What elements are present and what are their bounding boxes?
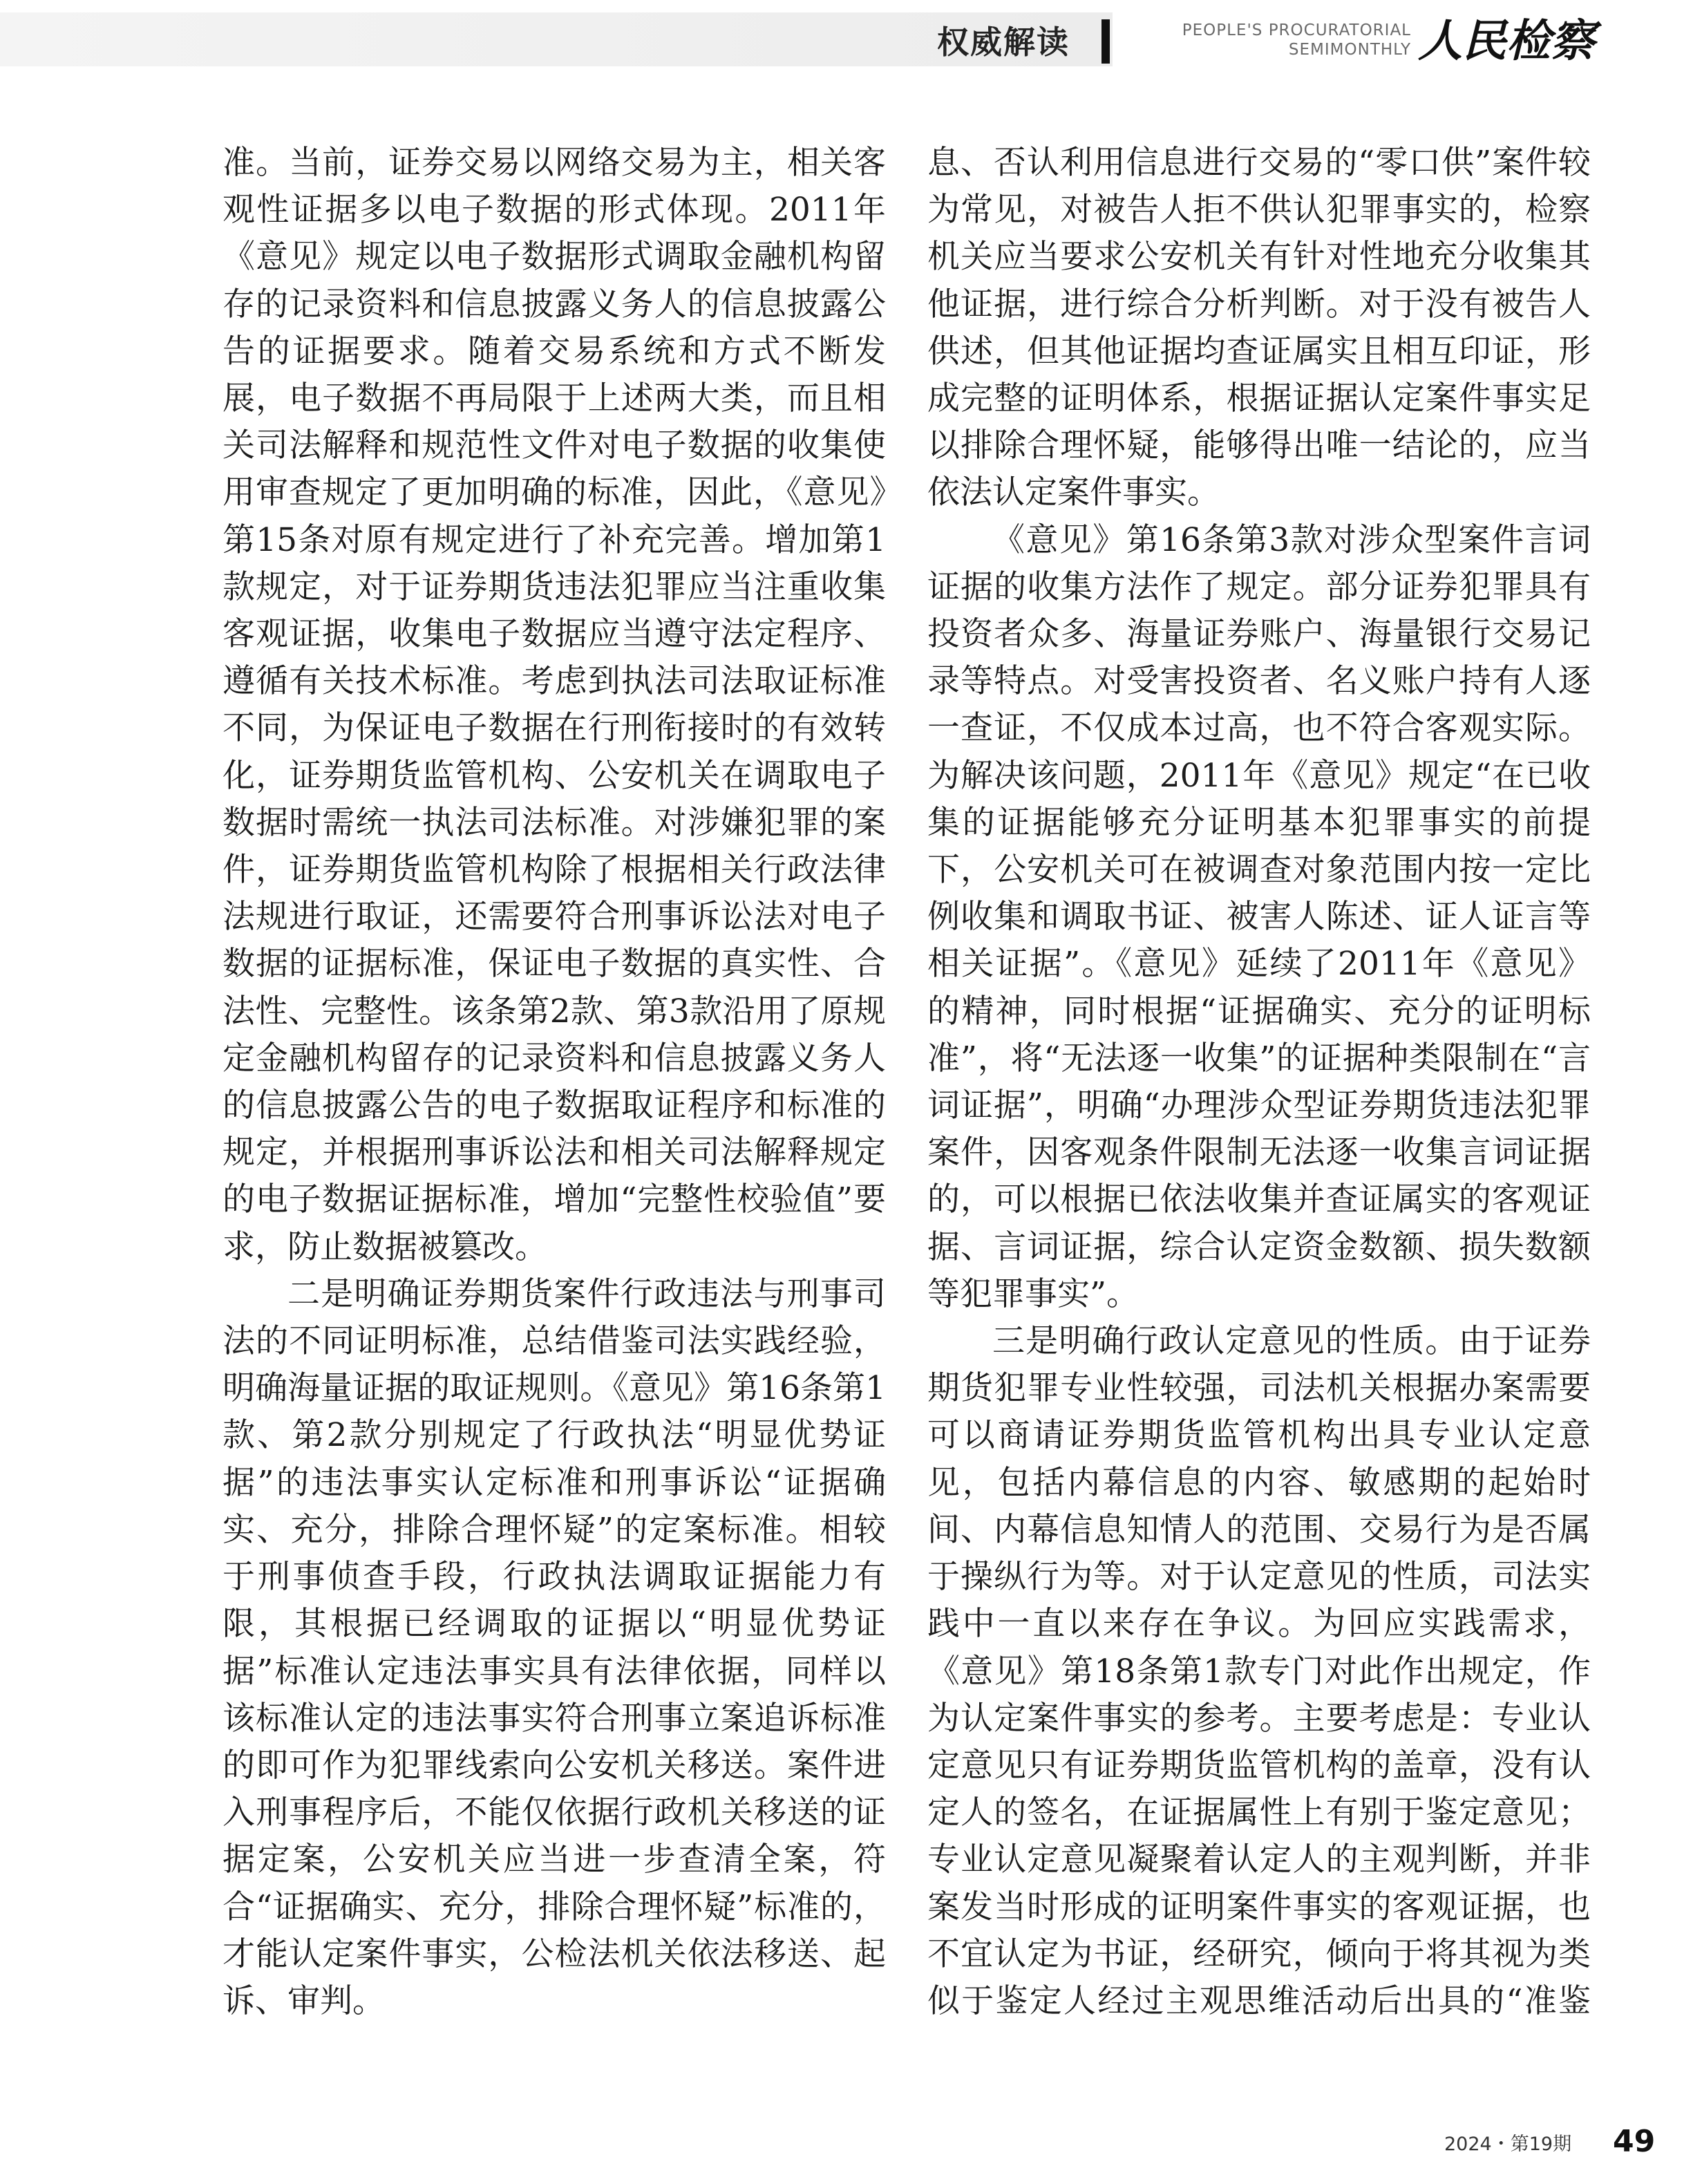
publication-name-en-line2: SEMIMONTHLY <box>1288 41 1411 59</box>
publication-name-en <box>1133 21 1411 59</box>
issue-label: 2024・第19期 <box>1444 2134 1572 2155</box>
page-number: 49 <box>1613 2124 1656 2159</box>
paragraph: 三是明确行政认定意见的性质。由于证券期货犯罪专业性较强，司法机关根据办案需要可以商请证券期货监管机构出具专业认定意见，包括内幕信息的内容、敏感期的起始时间、内幕信息知情人的范围、交易行为是否属于操纵行为等。对于认定意见的性质，司法实践中一直以来存在争议。为回应实践需求，《意见》第18条第1款专门对此作出规定，作为认定案件事实的参考。主要考虑是：专业认定意见只有证券期货监管机构的盖章，没有认定人的签名，在证据属性上有别于鉴定意见；专业认定意见凝聚着认定人的主观判断，并非案发当时形成的证明案件事实的客观证据，也不宜认定为书证，经研究，倾向于将其视为类似于鉴定人经过主观思维活动后出具的“准鉴 <box>927 1322 1591 2020</box>
paragraph: 准。当前，证券交易以网络交易为主，相关客观性证据多以电子数据的形式体现。2011年《意见》规定以电子数据形式调取金融机构留存的记录资料和信息披露义务人的信息披露公告的证据要求。随着交易系统和方式不断发展，电子数据不再局限于上述两大类，而且相关司法解释和规范性文件对电子数据的收集使用审查规定了更加明确的标准，因此，《意见》第15条对原有规定进行了补充完善。增加第1款规定，对于证券期货违法犯罪应当注重收集客观证据，收集电子数据应当遵守法定程序、遵循有关技术标准。考虑到执法司法取证标准不同，为保证电子数据在行刑衔接时的有效转化，证券期货监管机构、公安机关在调取电子数据时需统一执法司法标准。对涉嫌犯罪的案件，证券期货监管机构除了根据相关行政法律法规进行取证，还需要符合刑事诉讼法对电子数据的证据标准，保证电子数据的真实性、合法性、完整性。该条第2款、第3款沿用了原规定金融机构留存的记录资料和信息披露义务人的信息披露公告的电子数据取证程序和标准的规定，并根据刑事诉讼法和相关司法解释规定的电子数据证据标准，增加“完整性校验值”要求，防止数据被篡改。 <box>223 144 886 1266</box>
header-divider-bar <box>1101 19 1110 64</box>
publication-logo-cn: 人民检察 <box>1418 15 1595 67</box>
paragraph: 二是明确证券期货案件行政违法与刑事司法的不同证明标准，总结借鉴司法实践经验，明确海量证据的取证规则。《意见》第16条第1款、第2款分别规定了行政执法“明显优势证据”的违法事实认定标准和刑事诉讼“证据确实、充分，排除合理怀疑”的定案标准。相较于刑事侦查手段，行政执法调取证据能力有限，其根据已经调取的证据以“明显优势证据”标准认定违法事实具有法律依据，同样以该标准认定的违法事实符合刑事立案追诉标准的即可作为犯罪线索向公安机关移送。案件进入刑事程序后，不能仅依据行政机关移送的证据定案，公安机关应当进一步查清全案，符合“证据确实、充分，排除合理怀疑”标准的，才能认定案件事实，公检法机关依法移送、起诉、审判。 <box>223 1274 886 2020</box>
publication-name-en-line1: PEOPLE'S PROCURATORIAL <box>1182 21 1411 39</box>
section-label: 权威解读 <box>937 23 1070 61</box>
paragraph: 《意见》第16条第3款对涉众型案件言词证据的收集方法作了规定。部分证券犯罪具有投资者众多、海量证券账户、海量银行交易记录等特点。对受害投资者、名义账户持有人逐一查证，不仅成本过高，也不符合客观实际。为解决该问题，2011年《意见》规定“在已收集的证据能够充分证明基本犯罪事实的前提下，公安机关可在被调查对象范围内按一定比例收集和调取书证、被害人陈述、证人证言等相关证据”。《意见》延续了2011年《意见》的精神，同时根据“证据确实、充分的证明标准”，将“无法逐一收集”的证据种类限制在“言词证据”，明确“办理涉众型证券期货违法犯罪案件，因客观条件限制无法逐一收集言词证据的，可以根据已依法收集并查证属实的客观证据、言词证据，综合认定资金数额、损失数额等犯罪事实”。 <box>927 520 1591 1313</box>
paragraph: 息、否认利用信息进行交易的“零口供”案件较为常见，对被告人拒不供认犯罪事实的，检察机关应当要求公安机关有针对性地充分收集其他证据，进行综合分析判断。对于没有被告人供述，但其他证据均查证属实且相互印证，形成完整的证明体系，根据证据认定案件事实足以排除合理怀疑，能够得出唯一结论的，应当依法认定案件事实。 <box>927 144 1591 512</box>
text-column-left <box>223 140 886 2020</box>
text-column-right <box>927 140 1591 2020</box>
